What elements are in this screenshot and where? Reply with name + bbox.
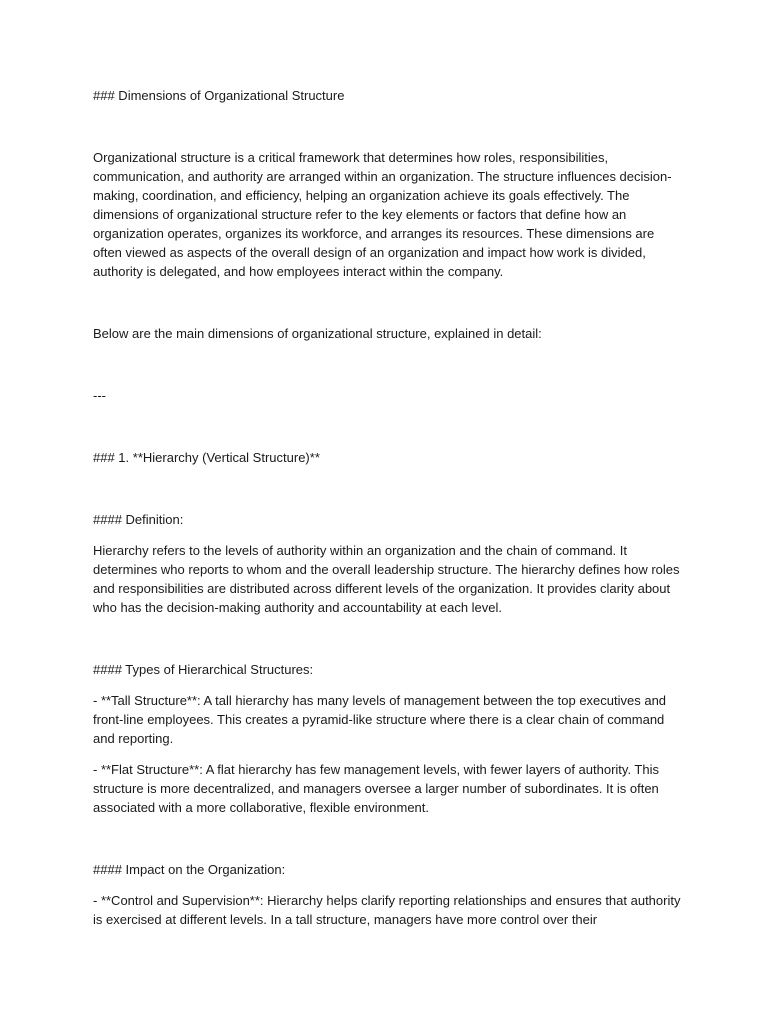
section-heading-hierarchy: ### 1. **Hierarchy (Vertical Structure)**	[93, 450, 320, 465]
flat-structure-item: - **Flat Structure**: A flat hierarchy has few management levels, with fewer layers of authority. This structure is more decentralized, and managers oversee a larger number of subordinates. It is often associated with a more collaborative, flexible environment.	[93, 762, 659, 815]
separator-line: ---	[93, 388, 106, 403]
impact-heading: #### Impact on the Organization:	[93, 862, 286, 877]
intro-paragraph: Organizational structure is a critical framework that determines how roles, responsibilities, communication, and authority are arranged within an organization. The structure influences decision-making, coordination, and efficiency, helping an organization achieve its goals effectively. The dimensions of organizational structure refer to the key elements or factors that define how an organization operates, organizes its workforce, and arranges its resources. These dimensions are often viewed as aspects of the overall design of an organization and impact how work is divided, authority is delegated, and how employees interact within the company.	[93, 150, 672, 279]
document-body	[93, 86, 683, 929]
control-supervision-item: - **Control and Supervision**: Hierarchy helps clarify reporting relationships and ensures that authority is exercised at different levels. In a tall structure, managers have more control over their	[93, 893, 681, 927]
lead-in-paragraph: Below are the main dimensions of organizational structure, explained in detail:	[93, 326, 542, 341]
definition-heading: #### Definition:	[93, 512, 184, 527]
document-title: ### Dimensions of Organizational Structure	[93, 88, 345, 103]
tall-structure-item: - **Tall Structure**: A tall hierarchy has many levels of management between the top executives and front-line employees. This creates a pyramid-like structure where there is a clear chain of command and reporting.	[93, 693, 667, 746]
types-heading: #### Types of Hierarchical Structures:	[93, 662, 314, 677]
definition-paragraph: Hierarchy refers to the levels of authority within an organization and the chain of command. It determines who reports to whom and the overall leadership structure. The hierarchy defines how roles and responsibilities are distributed across different levels of the organization. It provides clarity about who has the decision-making authority and accountability at each level.	[93, 543, 680, 615]
